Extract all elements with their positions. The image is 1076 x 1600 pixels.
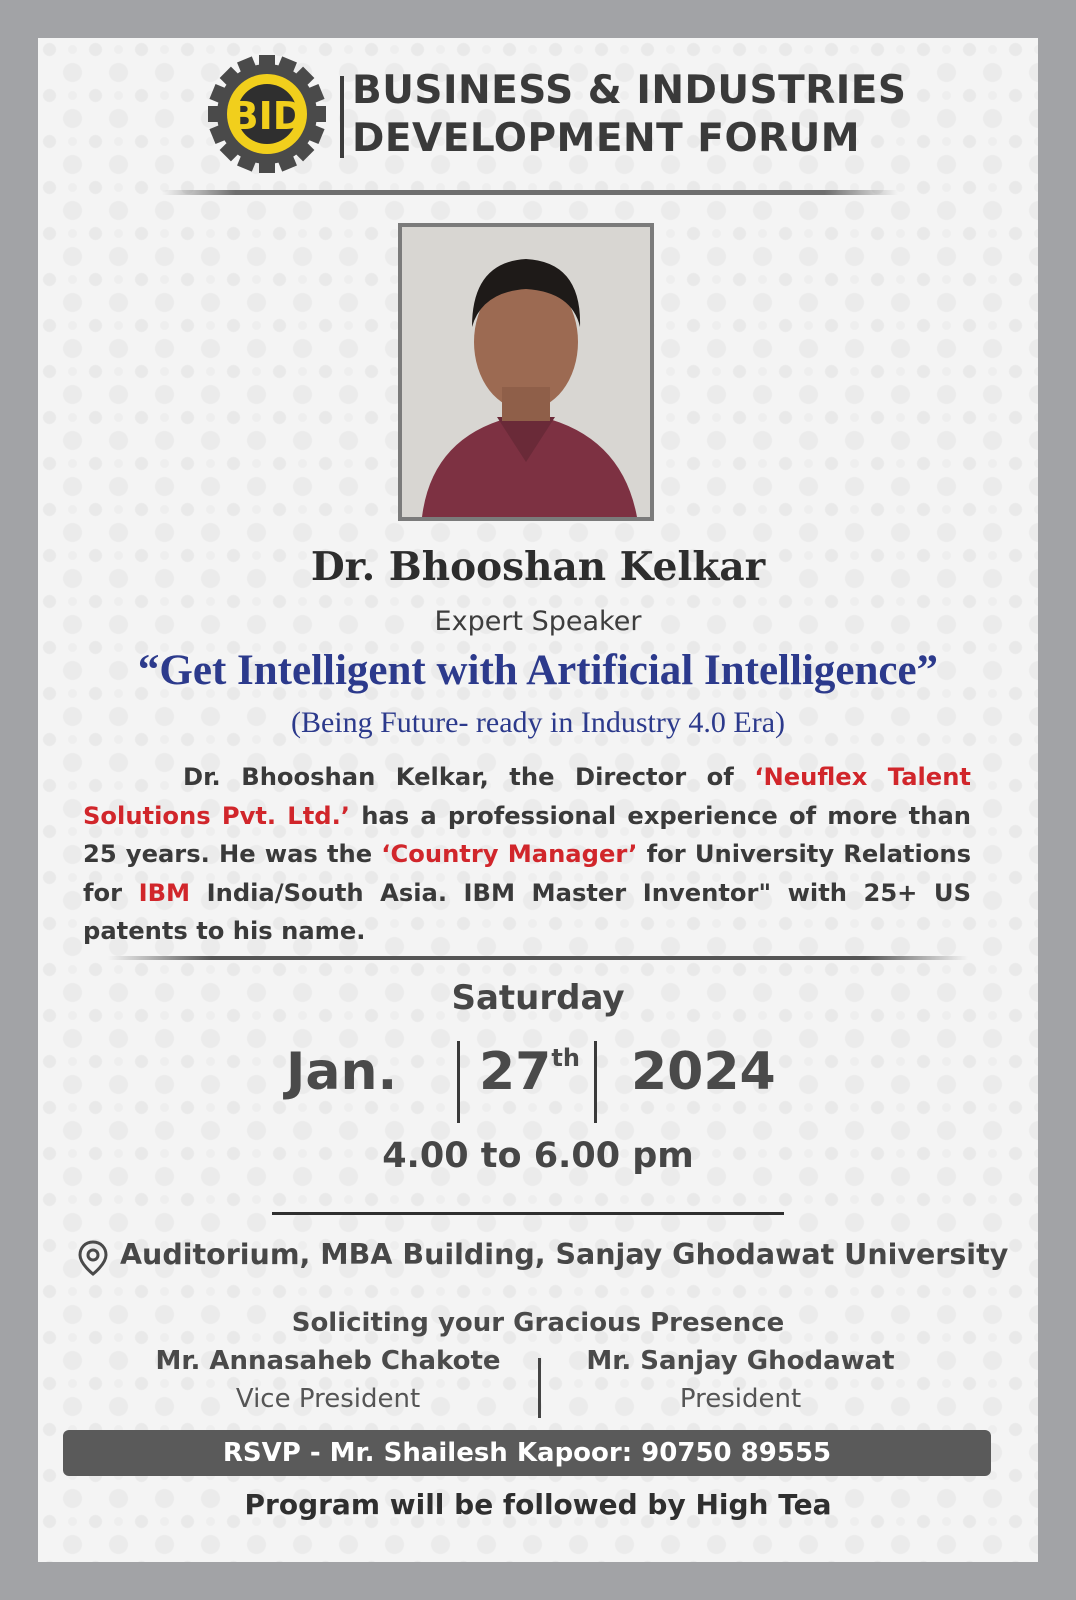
event-month: Jan. bbox=[286, 1042, 398, 1102]
event-venue: Auditorium, MBA Building, Sanjay Ghodawat University bbox=[120, 1238, 1009, 1271]
event-time: 4.00 to 6.00 pm bbox=[382, 1136, 694, 1176]
bio-ibm-highlight: IBM bbox=[138, 878, 191, 907]
speaker-photo bbox=[398, 223, 654, 521]
bio-company-highlight: ‘Neuflex Talent Solutions Pvt. Ltd.’ bbox=[83, 763, 971, 830]
bio-text-4: India/South Asia. IBM Master Inventor" with 25+ US patents to his name. bbox=[83, 878, 971, 945]
bio-role-highlight: ‘Country Manager’ bbox=[381, 840, 638, 868]
section-rule bbox=[108, 956, 968, 960]
svg-text:BID: BID bbox=[229, 94, 305, 138]
host-role-2: President bbox=[679, 1384, 802, 1414]
rsvp-banner: RSVP - Mr. Shailesh Kapoor: 90750 89555 bbox=[63, 1430, 991, 1476]
speaker-role: Expert Speaker bbox=[434, 606, 642, 637]
header-divider bbox=[340, 76, 344, 158]
host-role-1: Vice President bbox=[235, 1384, 421, 1414]
bio-text-1: Dr. Bhooshan Kelkar, the Director of bbox=[183, 763, 755, 791]
event-date-number: 27 bbox=[479, 1042, 552, 1102]
talk-title: “Get Intelligent with Artificial Intelligence” bbox=[137, 647, 939, 694]
date-divider bbox=[457, 1041, 460, 1123]
footer-note: Program will be followed by High Tea bbox=[244, 1488, 832, 1521]
date-divider bbox=[594, 1041, 597, 1123]
speaker-bio bbox=[83, 758, 971, 951]
invitation-card bbox=[38, 38, 1038, 1562]
host-divider bbox=[538, 1358, 541, 1418]
event-date bbox=[479, 1042, 580, 1102]
org-name-line2: DEVELOPMENT FORUM bbox=[352, 116, 861, 161]
bio-text-3: for University Relations for bbox=[83, 840, 971, 907]
org-name-line1: BUSINESS & INDUSTRIES bbox=[352, 68, 907, 113]
host-name-2: Mr. Sanjay Ghodawat bbox=[586, 1346, 895, 1376]
event-day: Saturday bbox=[451, 978, 625, 1018]
event-year: 2024 bbox=[631, 1042, 776, 1102]
host-name-1: Mr. Annasaheb Chakote bbox=[155, 1346, 501, 1376]
speaker-portrait bbox=[402, 227, 650, 517]
header-rule bbox=[162, 190, 898, 195]
event-date-suffix: th bbox=[551, 1044, 580, 1072]
speaker-name: Dr. Bhooshan Kelkar bbox=[310, 544, 766, 590]
bio-text-2: has a professional experience of more than 25 years. He was the bbox=[83, 801, 972, 868]
location-pin-icon bbox=[78, 1240, 108, 1276]
gear-logo-icon bbox=[206, 53, 328, 175]
presence-heading: Soliciting your Gracious Presence bbox=[291, 1308, 785, 1338]
talk-subtitle: (Being Future- ready in Industry 4.0 Era) bbox=[290, 706, 786, 739]
time-rule bbox=[272, 1212, 784, 1215]
